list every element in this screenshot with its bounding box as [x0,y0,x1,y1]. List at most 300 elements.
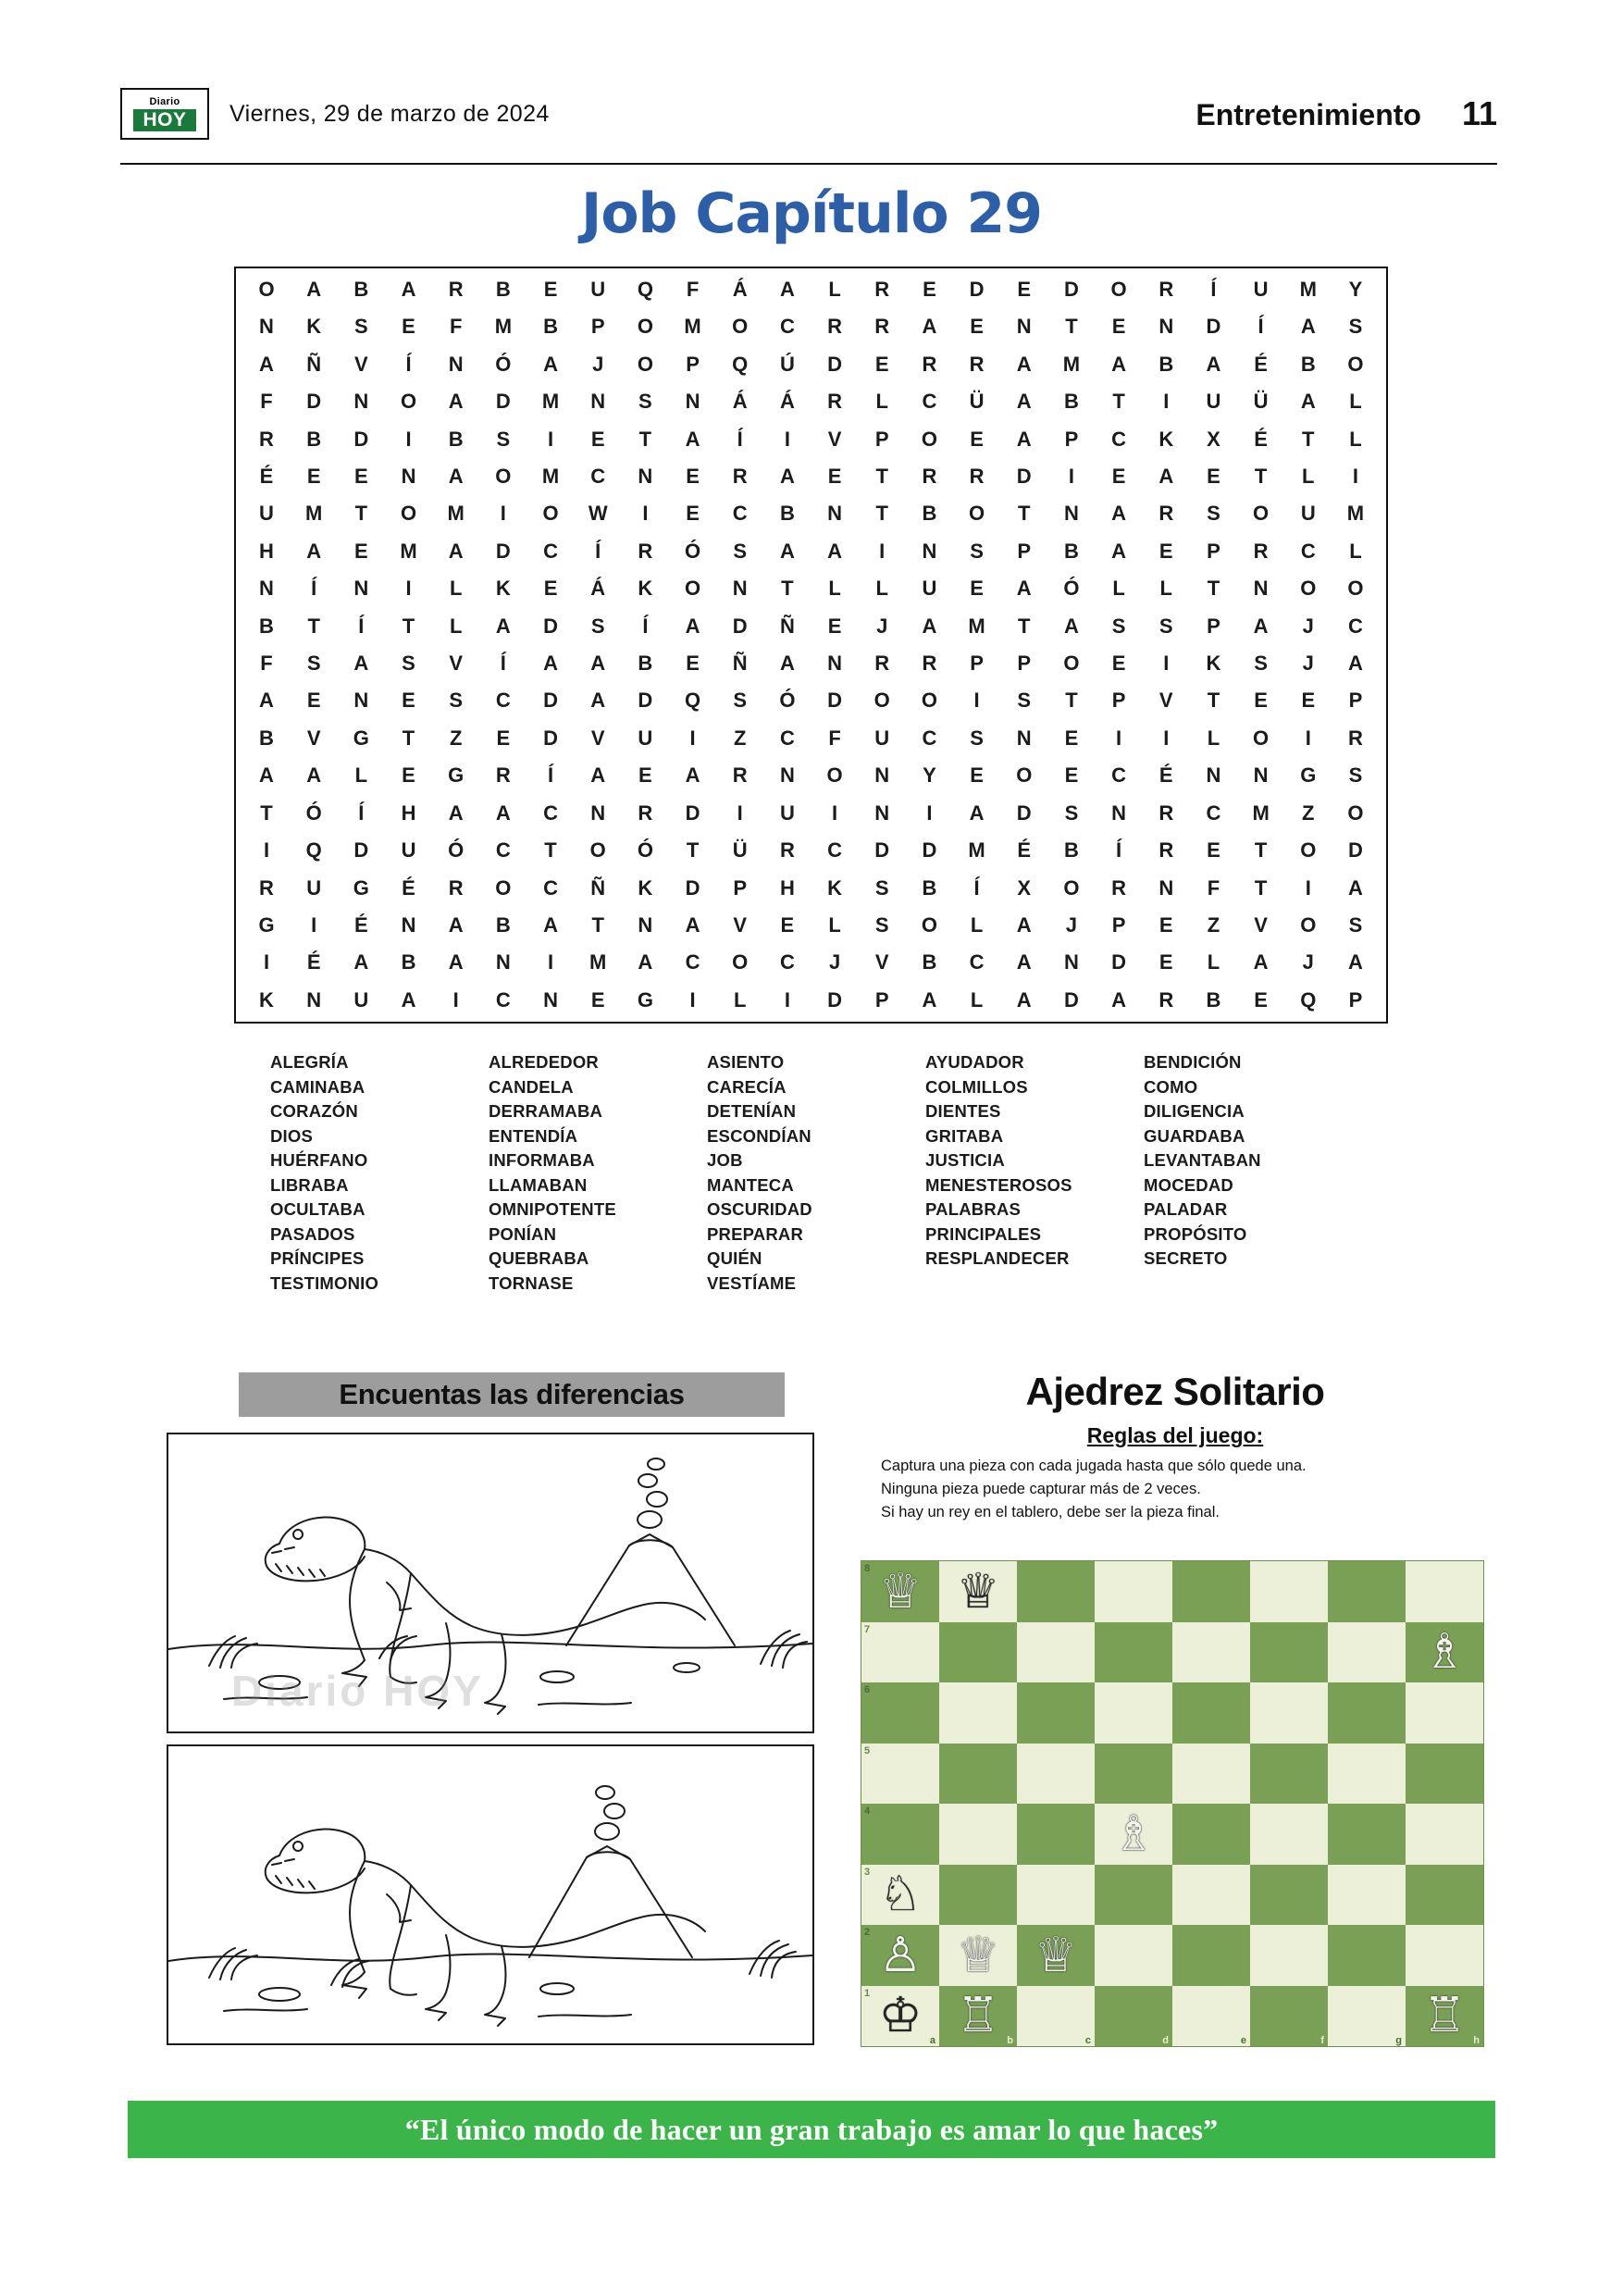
chess-board[interactable] [861,1560,1484,2047]
board-square-e6[interactable] [1172,1682,1250,1744]
board-square-d3[interactable] [1095,1865,1172,1926]
grid-cell-18-3: B [401,950,416,974]
grid-cell-10-16: P [1017,652,1032,676]
grid-cell-3-23: L [1349,390,1362,414]
grid-cell-17-15: L [970,912,984,937]
white-rook-h1-icon[interactable]: ♖ [1422,1988,1467,2044]
board-square-a7[interactable] [861,1622,939,1683]
white-queen-b2-icon[interactable]: ♕ [956,1927,1000,1983]
grid-cell-13-1: A [306,763,322,788]
grid-cell-14-9: D [685,800,700,825]
grid-cell-10-13: R [874,652,890,676]
file-label-h: h [1473,2035,1480,2046]
grid-cell-9-5: A [495,614,511,638]
grid-cell-0-23: Y [1348,278,1363,301]
grid-cell-1-17: T [1065,315,1078,339]
grid-cell-8-12: L [828,577,841,601]
file-label-b: b [1007,2035,1013,2046]
grid-cell-11-1: E [306,689,321,713]
grid-cell-6-4: M [447,502,465,526]
board-square-d2[interactable] [1095,1925,1172,1986]
grid-cell-10-19: I [1163,652,1170,676]
board-square-e8[interactable] [1172,1561,1250,1622]
grid-cell-2-5: Ó [495,352,512,376]
grid-cell-13-8: E [638,763,652,788]
word-item: ESCONDÍAN [707,1125,812,1146]
grid-row [247,763,1375,788]
word-item: QUIÉN [707,1248,762,1268]
grid-cell-10-14: R [922,652,937,676]
white-pawn-a2-icon[interactable]: ♙ [878,1927,923,1983]
grid-cell-8-7: Á [590,577,606,601]
grid-cell-12-17: E [1064,726,1079,750]
grid-cell-16-5: O [495,875,512,900]
grid-cell-11-15: I [973,689,980,713]
board-square-e2[interactable] [1172,1925,1250,1986]
grid-cell-15-12: C [827,838,842,863]
grid-cell-6-22: U [1300,502,1316,526]
grid-cell-15-17: B [1063,838,1079,863]
grid-cell-6-12: N [827,502,842,526]
grid-cell-13-11: N [779,763,795,788]
grid-cell-17-18: P [1111,912,1126,937]
white-queen-c2-icon[interactable]: ♕ [1034,1927,1078,1983]
grid-cell-18-17: N [1063,950,1079,974]
grid-cell-15-14: D [922,838,937,863]
grid-cell-3-19: I [1163,390,1170,414]
grid-cell-11-5: C [495,689,511,713]
grid-cell-0-3: A [401,278,416,301]
grid-cell-7-9: Ó [684,539,701,563]
word-item: TORNASE [489,1272,574,1293]
word-item: HUÉRFANO [270,1150,368,1170]
grid-cell-5-17: I [1068,465,1074,489]
board-square-c2[interactable] [1017,1925,1095,1986]
puzzle-title: Job Capítulo 29 [581,181,1042,246]
board-square-a6[interactable] [861,1682,939,1744]
grid-cell-15-21: T [1254,838,1268,863]
board-square-f1[interactable] [1250,1986,1328,2047]
grid-cell-6-7: W [588,502,608,526]
black-knight-a3-icon[interactable]: ♘ [878,1867,923,1923]
grid-cell-15-9: T [686,838,700,863]
board-square-f3[interactable] [1250,1865,1328,1926]
grid-cell-5-1: E [306,465,321,489]
board-square-d7[interactable] [1095,1622,1172,1683]
grid-cell-0-8: Q [637,278,653,301]
grid-cell-7-2: E [354,539,368,563]
grid-cell-17-16: A [1016,912,1032,937]
board-square-f5[interactable] [1250,1744,1328,1805]
file-label-e: e [1240,2035,1246,2046]
grid-cell-5-2: E [354,465,368,489]
black-queen-b8-icon[interactable]: ♕ [956,1563,1000,1620]
grid-cell-16-0: R [259,875,274,900]
grid-cell-8-1: Í [311,577,317,601]
grid-cell-5-9: E [686,465,700,489]
grid-cell-12-22: I [1305,726,1311,750]
grid-cell-10-15: P [970,652,984,676]
grid-cell-17-6: A [543,912,558,937]
black-king-a1-icon[interactable]: ♔ [878,1988,923,2044]
board-square-h5[interactable] [1406,1744,1483,1805]
grid-cell-13-0: A [259,763,274,788]
board-square-f7[interactable] [1250,1622,1328,1683]
grid-cell-13-17: E [1064,763,1079,788]
grid-cell-3-14: C [922,390,937,414]
grid-cell-9-16: T [1018,614,1031,638]
board-square-g2[interactable] [1328,1925,1406,1986]
watermark: Diario HOY [231,1667,484,1715]
grid-cell-5-16: D [1016,465,1032,489]
grid-cell-4-17: P [1064,427,1079,451]
grid-cell-18-0: I [263,950,270,974]
grid-cell-5-19: A [1158,465,1174,489]
grid-cell-14-15: A [969,800,985,825]
grid-cell-4-3: I [405,427,412,451]
grid-cell-17-20: Z [1207,912,1220,937]
grid-cell-18-23: A [1348,950,1363,974]
grid-cell-18-1: É [306,950,321,974]
board-square-d1[interactable] [1095,1986,1172,2047]
board-square-d4[interactable] [1095,1804,1172,1865]
word-item: ALEGRÍA [270,1052,349,1072]
grid-cell-14-12: I [832,800,838,825]
grid-cell-13-13: N [874,763,890,788]
word-column-0 [270,1050,489,1296]
rank-label-2: 2 [864,1927,871,1938]
board-square-f8[interactable] [1250,1561,1328,1622]
grid-cell-3-20: U [1206,390,1221,414]
board-square-f4[interactable] [1250,1804,1328,1865]
grid-cell-15-23: D [1348,838,1363,863]
white-rook-b1-icon[interactable]: ♖ [956,1988,1000,2044]
grid-cell-5-21: T [1254,465,1268,489]
grid-cell-15-22: O [1300,838,1317,863]
board-square-c5[interactable] [1017,1744,1095,1805]
rank-label-4: 4 [864,1806,871,1817]
board-square-b2[interactable] [939,1925,1017,1986]
rank-label-1: 1 [864,1987,871,1999]
grid-cell-19-17: D [1063,987,1079,1011]
grid-cell-18-13: V [874,950,889,974]
word-item: AYUDADOR [925,1052,1024,1072]
differences-banner-label: Encuentas las diferencias [339,1378,685,1410]
board-square-e4[interactable] [1172,1804,1250,1865]
grid-cell-3-17: B [1063,390,1079,414]
grid-cell-14-6: C [543,800,558,825]
grid-cell-10-18: E [1111,652,1126,676]
grid-cell-10-20: K [1206,652,1221,676]
board-square-h1[interactable] [1406,1986,1483,2047]
grid-cell-17-7: T [591,912,604,937]
board-square-h7[interactable] [1406,1622,1483,1683]
grid-cell-4-23: L [1349,427,1362,451]
grid-cell-0-1: A [306,278,322,301]
board-square-g3[interactable] [1328,1865,1406,1926]
grid-cell-8-6: E [543,577,558,601]
grid-cell-11-8: D [638,689,653,713]
grid-cell-6-21: O [1253,502,1270,526]
grid-cell-2-7: J [592,352,604,376]
grid-cell-0-14: E [923,278,936,301]
grid-cell-10-8: B [638,652,653,676]
grid-cell-16-20: F [1207,875,1220,900]
board-square-g5[interactable] [1328,1744,1406,1805]
grid-cell-9-11: Ñ [779,614,795,638]
board-square-d5[interactable] [1095,1744,1172,1805]
grid-cell-9-19: S [1158,614,1173,638]
word-item: VESTÍAME [707,1272,797,1293]
grid-cell-10-17: O [1063,652,1080,676]
grid-cell-2-11: Ú [779,352,795,376]
grid-cell-7-15: S [970,539,984,563]
grid-cell-18-21: A [1253,950,1269,974]
grid-row [247,278,1375,302]
board-square-a8[interactable] [861,1561,939,1622]
board-square-e5[interactable] [1172,1744,1250,1805]
board-square-g1[interactable] [1328,1986,1406,2047]
grid-cell-9-22: J [1302,614,1314,638]
grid-cell-2-19: B [1158,352,1174,376]
grid-cell-11-20: T [1207,689,1220,713]
grid-cell-0-12: L [828,278,841,301]
grid-cell-10-21: S [1254,652,1268,676]
grid-cell-16-16: X [1017,875,1032,900]
white-queen-a8-icon[interactable]: ♕ [878,1563,923,1620]
grid-cell-11-9: Q [684,689,701,713]
grid-cell-6-10: C [732,502,748,526]
word-item: PROPÓSITO [1144,1223,1247,1244]
grid-cell-19-0: K [259,987,274,1011]
board-square-a2[interactable] [861,1925,939,1986]
board-square-c8[interactable] [1017,1561,1095,1622]
board-square-b4[interactable] [939,1804,1017,1865]
board-square-c3[interactable] [1017,1865,1095,1926]
board-square-g6[interactable] [1328,1682,1406,1744]
grid-cell-11-19: V [1158,689,1173,713]
rank-label-6: 6 [864,1684,871,1695]
grid-cell-3-5: D [495,390,511,414]
grid-cell-14-14: I [926,800,933,825]
grid-cell-6-8: I [642,502,649,526]
word-item: INFORMABA [489,1150,595,1170]
grid-cell-12-1: V [306,726,321,750]
grid-cell-1-11: C [779,315,795,339]
grid-cell-7-1: A [306,539,322,563]
grid-cell-8-13: L [875,577,888,601]
grid-cell-5-0: É [259,465,274,489]
differences-image-bottom [167,1744,814,2045]
grid-cell-18-10: O [732,950,749,974]
grid-cell-2-3: Í [405,352,412,376]
grid-cell-15-7: O [589,838,606,863]
board-square-c1[interactable] [1017,1986,1095,2047]
word-item: PONÍAN [489,1223,557,1244]
grid-cell-6-16: T [1018,502,1031,526]
board-square-e3[interactable] [1172,1865,1250,1926]
board-square-b5[interactable] [939,1744,1017,1805]
board-square-a4[interactable] [861,1804,939,1865]
grid-cell-0-2: B [353,278,369,301]
grid-cell-4-19: K [1158,427,1174,451]
grid-cell-5-10: R [732,465,748,489]
grid-cell-16-9: D [685,875,700,900]
grid-row [247,465,1375,489]
grid-cell-2-0: A [259,352,274,376]
board-square-c7[interactable] [1017,1622,1095,1683]
board-square-g8[interactable] [1328,1561,1406,1622]
grid-row [247,726,1375,751]
grid-cell-11-0: A [259,689,274,713]
grid-cell-4-10: Í [737,427,743,451]
word-item: CARECÍA [707,1076,787,1097]
board-square-g7[interactable] [1328,1622,1406,1683]
grid-cell-12-13: U [874,726,890,750]
grid-cell-5-12: E [827,465,842,489]
board-square-a5[interactable] [861,1744,939,1805]
grid-cell-9-13: J [876,614,888,638]
board-square-h2[interactable] [1406,1925,1483,1986]
grid-cell-16-13: S [874,875,889,900]
grid-cell-6-15: O [969,502,985,526]
board-square-f6[interactable] [1250,1682,1328,1744]
grid-cell-4-14: O [921,427,937,451]
grid-cell-3-3: O [400,390,417,414]
grid-cell-13-10: R [732,763,748,788]
grid-cell-5-4: A [448,465,464,489]
logo-bottom-text: HOY [133,109,195,131]
white-bishop-h7-icon[interactable]: ♗ [1422,1624,1467,1681]
grid-cell-16-1: U [306,875,322,900]
board-square-h8[interactable] [1406,1561,1483,1622]
grid-cell-0-6: E [543,278,558,301]
grid-cell-11-7: A [590,689,606,713]
rank-label-5: 5 [864,1744,871,1756]
white-bishop-d4-icon[interactable]: ♗ [1111,1806,1156,1862]
grid-cell-9-2: Í [358,614,365,638]
grid-cell-12-7: V [590,726,605,750]
grid-cell-14-23: O [1347,800,1364,825]
grid-cell-10-12: N [827,652,842,676]
grid-cell-7-4: A [448,539,464,563]
grid-cell-12-14: C [922,726,937,750]
grid-cell-8-3: I [405,577,412,601]
board-square-b3[interactable] [939,1865,1017,1926]
grid-cell-3-6: M [541,390,560,414]
grid-cell-19-23: P [1348,987,1363,1011]
board-square-a3[interactable] [861,1865,939,1926]
grid-cell-8-4: L [449,577,463,601]
grid-cell-5-20: E [1207,465,1220,489]
grid-cell-13-9: A [685,763,700,788]
grid-cell-18-8: A [638,950,653,974]
board-square-h4[interactable] [1406,1804,1483,1865]
grid-cell-1-1: K [306,315,322,339]
grid-cell-9-10: D [732,614,748,638]
board-square-h3[interactable] [1406,1865,1483,1926]
grid-cell-3-11: Á [779,390,795,414]
grid-cell-13-21: N [1253,763,1269,788]
grid-cell-10-5: Í [500,652,506,676]
grid-cell-19-14: A [922,987,937,1011]
grid-cell-15-3: U [401,838,416,863]
grid-cell-3-8: S [638,390,652,414]
board-square-d6[interactable] [1095,1682,1172,1744]
grid-cell-7-12: A [827,539,842,563]
word-item: PRÍNCIPES [270,1248,365,1268]
header-date: Viernes, 29 de marzo de 2024 [229,100,550,127]
board-square-e7[interactable] [1172,1622,1250,1683]
grid-cell-17-3: N [401,912,416,937]
board-square-c6[interactable] [1017,1682,1095,1744]
grid-cell-8-14: U [922,577,937,601]
board-square-b6[interactable] [939,1682,1017,1744]
grid-cell-6-3: O [400,502,417,526]
board-square-e1[interactable] [1172,1986,1250,2047]
grid-cell-4-18: C [1111,427,1127,451]
grid-cell-13-6: Í [547,763,554,788]
board-square-a1[interactable] [861,1986,939,2047]
word-column-1 [489,1050,707,1296]
board-square-b1[interactable] [939,1986,1017,2047]
grid-cell-5-11: A [779,465,795,489]
board-square-c4[interactable] [1017,1804,1095,1865]
board-square-f2[interactable] [1250,1925,1328,1986]
grid-cell-10-3: S [402,652,415,676]
grid-cell-13-15: E [970,763,984,788]
grid-cell-6-0: U [259,502,274,526]
grid-cell-9-8: Í [642,614,649,638]
grid-cell-12-5: E [496,726,511,750]
grid-cell-8-15: E [970,577,984,601]
grid-row [247,428,1375,452]
word-search-grid [234,267,1388,1024]
grid-cell-13-4: G [448,763,465,788]
differences-banner [239,1372,785,1417]
board-square-g4[interactable] [1328,1804,1406,1865]
grid-cell-8-18: L [1112,577,1125,601]
word-item: MENESTEROSOS [925,1174,1072,1195]
grid-cell-19-13: P [874,987,889,1011]
grid-cell-9-7: S [590,614,605,638]
grid-cell-2-21: É [1254,352,1268,376]
grid-cell-4-0: R [259,427,274,451]
grid-cell-0-19: R [1158,278,1174,301]
grid-row [247,689,1375,713]
grid-cell-5-18: E [1111,465,1126,489]
grid-cell-1-6: B [543,315,558,339]
grid-cell-14-0: T [260,800,273,825]
word-item: ASIENTO [707,1052,785,1072]
grid-cell-17-8: N [638,912,653,937]
grid-cell-1-19: N [1158,315,1174,339]
grid-cell-6-11: B [779,502,795,526]
grid-cell-18-15: C [969,950,985,974]
grid-cell-16-4: R [448,875,464,900]
grid-cell-4-1: B [306,427,322,451]
grid-cell-16-6: C [543,875,558,900]
grid-cell-17-2: É [354,912,368,937]
board-square-h6[interactable] [1406,1682,1483,1744]
board-square-b7[interactable] [939,1622,1017,1683]
grid-cell-16-17: O [1063,875,1080,900]
board-square-d8[interactable] [1095,1561,1172,1622]
grid-cell-15-15: M [968,838,985,863]
board-square-b8[interactable] [939,1561,1017,1622]
grid-cell-19-3: A [401,987,416,1011]
quote-text: “El único modo de hacer un gran trabajo es amar lo que haces” [404,2112,1219,2146]
